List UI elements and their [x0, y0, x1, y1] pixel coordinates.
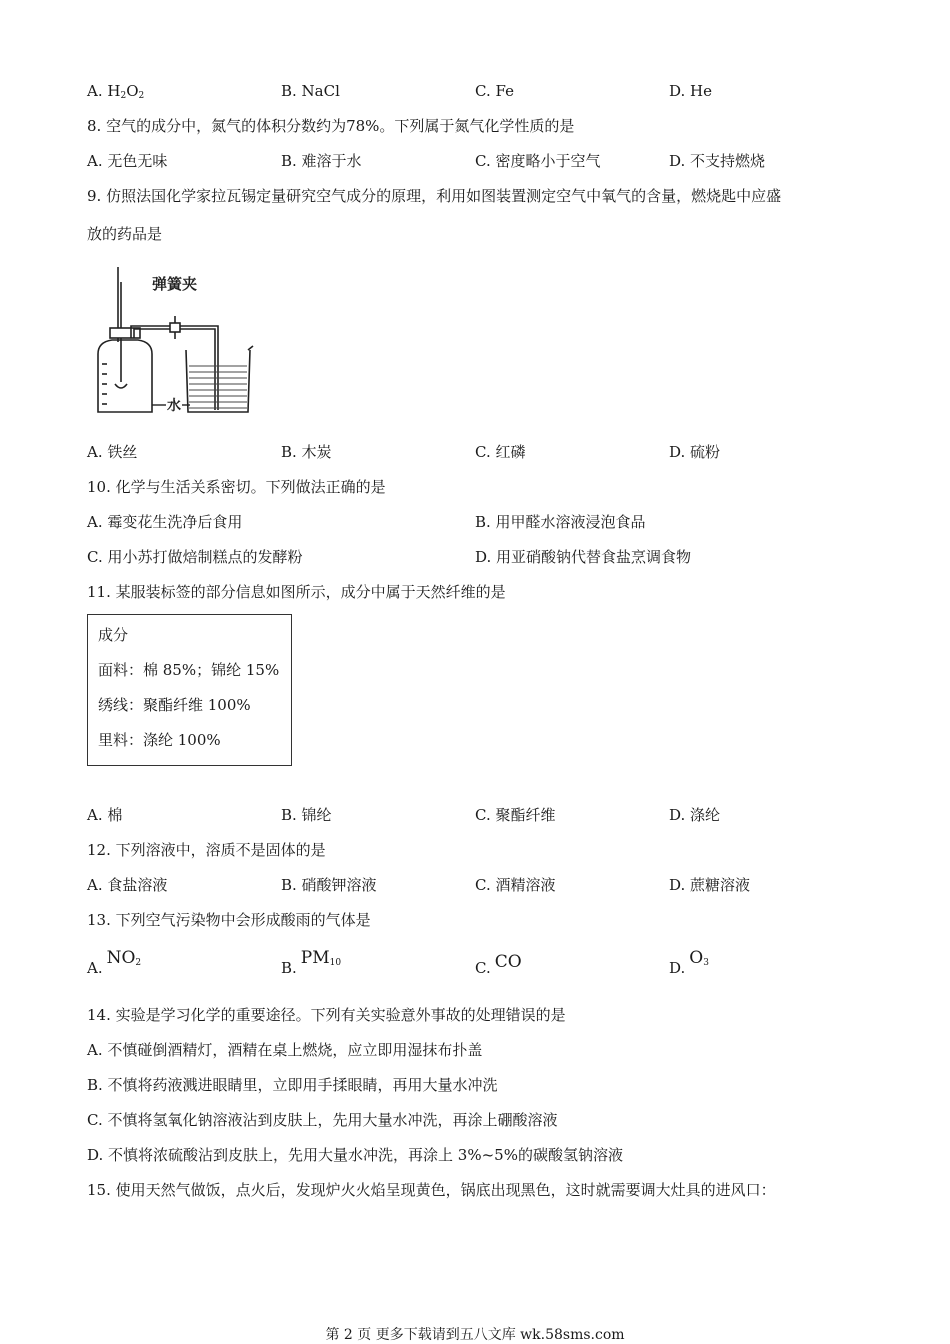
q10-option-a: A. 霉变花生洗净后食用 — [87, 513, 243, 531]
label-title: 成分 — [98, 626, 129, 644]
q11-option-b: B. 锦纶 — [281, 806, 332, 824]
q15-stem: 15. 使用天然气做饭，点火后，发现炉火火焰呈现黄色，锅底出现黑色，这时就需要调大灶具的进风口： — [87, 1181, 776, 1199]
q8-option-b: B. 难溶于水 — [281, 152, 362, 170]
figure-label-clamp: 弹簧夹 — [152, 275, 198, 293]
q9-stem-line2: 放的药品是 — [87, 225, 163, 243]
q14-option-c: C. 不慎将氢氧化钠溶液沾到皮肤上，先用大量水冲洗，再涂上硼酸溶液 — [87, 1111, 558, 1129]
q14-option-d: D. 不慎将浓硫酸沾到皮肤上，先用大量水冲洗，再涂上 3%~5%的碳酸氢钠溶液 — [87, 1146, 623, 1164]
q12-option-b: B. 硝酸钾溶液 — [281, 876, 377, 894]
q10-option-b: B. 用甲醛水溶液浸泡食品 — [475, 513, 646, 531]
q11-option-c: C. 聚酯纤维 — [475, 806, 556, 824]
q11-option-a: A. 棉 — [87, 806, 123, 824]
label-lining: 里料：涤纶 100% — [98, 731, 221, 749]
q13-option-d: D. $O_3$ — [669, 948, 709, 977]
clothing-label-box — [87, 614, 292, 766]
q9-option-b: B. 木炭 — [281, 443, 332, 461]
q8-stem: 8. 空气的成分中，氮气的体积分数约为78%。下列属于氮气化学性质的是 — [87, 117, 575, 135]
q9-option-c: C. 红磷 — [475, 443, 526, 461]
q8-option-a: A. 无色无味 — [87, 152, 168, 170]
q7-option-d: D. He — [669, 82, 712, 100]
q10-option-c: C. 用小苏打做焙制糕点的发酵粉 — [87, 548, 303, 566]
q7-option-c: C. Fe — [475, 82, 514, 100]
q11-option-d: D. 涤纶 — [669, 806, 721, 824]
q9-option-a: A. 铁丝 — [87, 443, 138, 461]
q14-stem: 14. 实验是学习化学的重要途径。下列有关实验意外事故的处理错误的是 — [87, 1006, 566, 1024]
q14-option-b: B. 不慎将药液溅进眼睛里，立即用手揉眼睛，再用大量水冲洗 — [87, 1076, 498, 1094]
q8-option-c: C. 密度略小于空气 — [475, 152, 601, 170]
q9-option-d: D. 硫粉 — [669, 443, 721, 461]
q12-option-c: C. 酒精溶液 — [475, 876, 556, 894]
q13-option-c: C. CO — [475, 952, 522, 977]
label-thread: 绣线：聚酯纤维 100% — [98, 696, 251, 714]
q12-option-d: D. 蔗糖溶液 — [669, 876, 751, 894]
q10-option-d: D. 用亚硝酸钠代替食盐烹调食物 — [475, 548, 692, 566]
q13-option-a: A. $NO_2$ — [87, 948, 142, 977]
figure-label-water: 水 — [167, 398, 181, 414]
q9-stem-line1: 9. 仿照法国化学家拉瓦锡定量研究空气成分的原理，利用如图装置测定空气中氧气的含量，燃烧匙中应盛 — [87, 187, 782, 205]
q10-stem: 10. 化学与生活关系密切。下列做法正确的是 — [87, 478, 386, 496]
q7-option-a: A. $H_2O_2$ — [87, 82, 145, 101]
label-fabric: 面料：棉 85%；锦纶 15% — [98, 661, 280, 679]
q8-option-d: D. 不支持燃烧 — [669, 152, 766, 170]
q13-option-b: B. $PM_{10}$ — [281, 948, 342, 977]
q12-option-a: A. 食盐溶液 — [87, 876, 168, 894]
q13-stem: 13. 下列空气污染物中会形成酸雨的气体是 — [87, 911, 371, 929]
page-footer: 第 2 页 更多下载请到五八文库 wk.58sms.com — [325, 1327, 625, 1343]
oxygen-apparatus-figure — [90, 262, 255, 417]
q11-stem: 11. 某服装标签的部分信息如图所示，成分中属于天然纤维的是 — [87, 583, 506, 601]
q7-option-b: B. NaCl — [281, 82, 340, 100]
q14-option-a: A. 不慎碰倒酒精灯，酒精在桌上燃烧，应立即用湿抹布扑盖 — [87, 1041, 483, 1059]
q12-stem: 12. 下列溶液中，溶质不是固体的是 — [87, 841, 326, 859]
